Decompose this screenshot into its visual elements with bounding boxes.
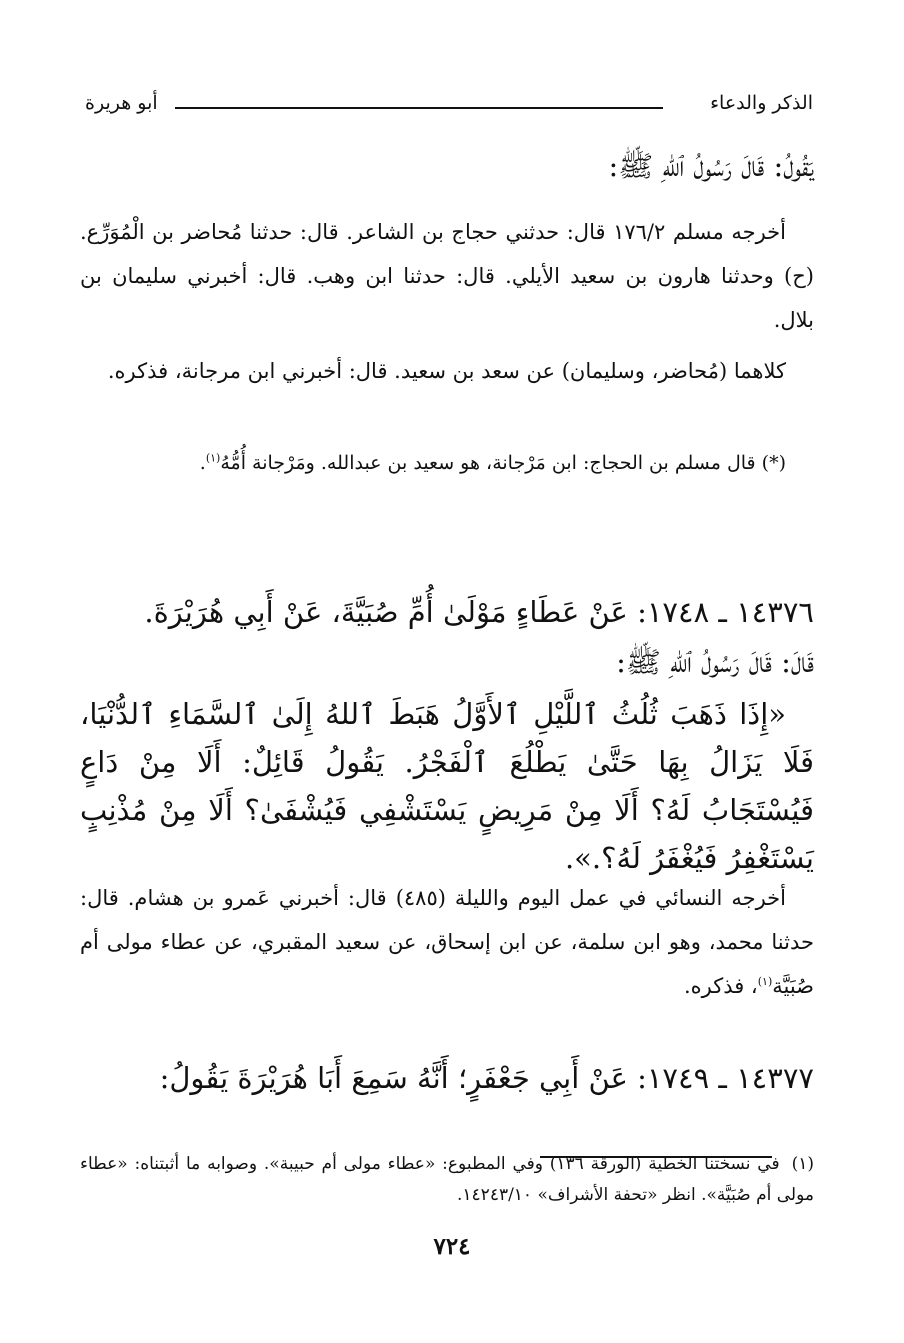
running-header bbox=[85, 92, 813, 122]
commentary-2-reference: (١) bbox=[757, 975, 773, 988]
hadith-1748-text: «إِذَا ذَهَبَ ثُلُثُ ٱللَّيْلِ ٱلأَوَّلُ هَبَطَ ٱللهُ إِلَىٰ ٱلسَّمَاءِ ٱلدُّنْيَا، فَلَا يَزَالُ بِهَا حَتَّىٰ يَطْلُعَ ٱلْفَجْرُ. يَقُولُ قَائِلٌ: أَلَا مِنْ دَاعٍ فَيُسْتَجَابُ لَهُ؟ أَلَا مِنْ مَرِيضٍ يَسْتَشْفِي فَيُشْفَىٰ؟ أَلَا مِنْ مُذْنِبٍ يَسْتَغْفِرُ فَيُغْفَرُ لَهُ؟.». bbox=[80, 697, 814, 875]
commentary-2-text: أخرجه النسائي في عمل اليوم والليلة (٤٨٥) قال: أخبرني عَمرو بن هشام. قال: حدثنا محمد، وهو ابن سلمة، عن ابن إسحاق، عن سعيد المقبري، عن عطاء مولى أم صُبَيَّة bbox=[80, 886, 814, 998]
top-line: يَقُولُ: قَالَ رَسُولُ ٱللهِ ﷺ: bbox=[608, 149, 814, 183]
note-text: (*) قال مسلم بن الحجاج: ابن مَرْجانة، هو سعيد بن عبدالله. ومَرْجانة أُمُّهُ bbox=[220, 452, 786, 474]
commentary-note bbox=[80, 448, 814, 478]
section-title: الذكر والدعاء bbox=[710, 92, 813, 114]
note-reference: (١) bbox=[205, 451, 221, 465]
hadith-1748-intro: قَالَ: قَالَ رَسُولُ ٱللهِ ﷺ: bbox=[616, 645, 814, 679]
footnote-text: في نسختنا الخطية (الورقة ١٣٦) وفي المطبوع: «عطاء مولى أم حبيبة». وصوابه ما أثبتناه: «عطاء مولى أم صُبَيَّة». انظر «تحفة الأشراف» ١٤٢٤٣/١٠. bbox=[80, 1154, 814, 1205]
commentary-2-paragraph bbox=[80, 876, 814, 1008]
narrator-title: أبو هريرة bbox=[85, 92, 158, 114]
footnote bbox=[80, 1149, 814, 1211]
note-end: . bbox=[199, 452, 206, 474]
commentary-paragraph-2: كلاهما (مُحاضر، وسليمان) عن سعد بن سعيد. قال: أخبرني ابن مرجانة، فذكره. bbox=[107, 359, 786, 383]
hadith-1749-heading: ١٤٣٧٧ ـ ١٧٤٩: عَنْ أَبِي جَعْفَرٍ؛ أَنَّهُ سَمِعَ أَبَا هُرَيْرَةَ يَقُولُ: bbox=[159, 1061, 814, 1095]
header-rule bbox=[175, 107, 663, 109]
hadith-1748-heading: ١٤٣٧٦ ـ ١٧٤٨: عَنْ عَطَاءٍ مَوْلَىٰ أُمِّ صُبَيَّةَ، عَنْ أَبِي هُرَيْرَةَ. bbox=[144, 595, 814, 629]
commentary-2-tail: ، فذكره. bbox=[683, 974, 758, 998]
commentary-paragraph-1: أخرجه مسلم ١٧٦/٢ قال: حدثني حجاج بن الشاعر. قال: حدثنا مُحاضر بن الْمُوَرِّع. (ح) وحدثنا هارون بن سعيد الأيلي. قال: حدثنا ابن وهب. قال: أخبرني سليمان بن بلال. bbox=[80, 220, 814, 332]
footnote-number: (١) bbox=[791, 1154, 814, 1174]
page-number: ٧٢٤ bbox=[433, 1233, 471, 1260]
